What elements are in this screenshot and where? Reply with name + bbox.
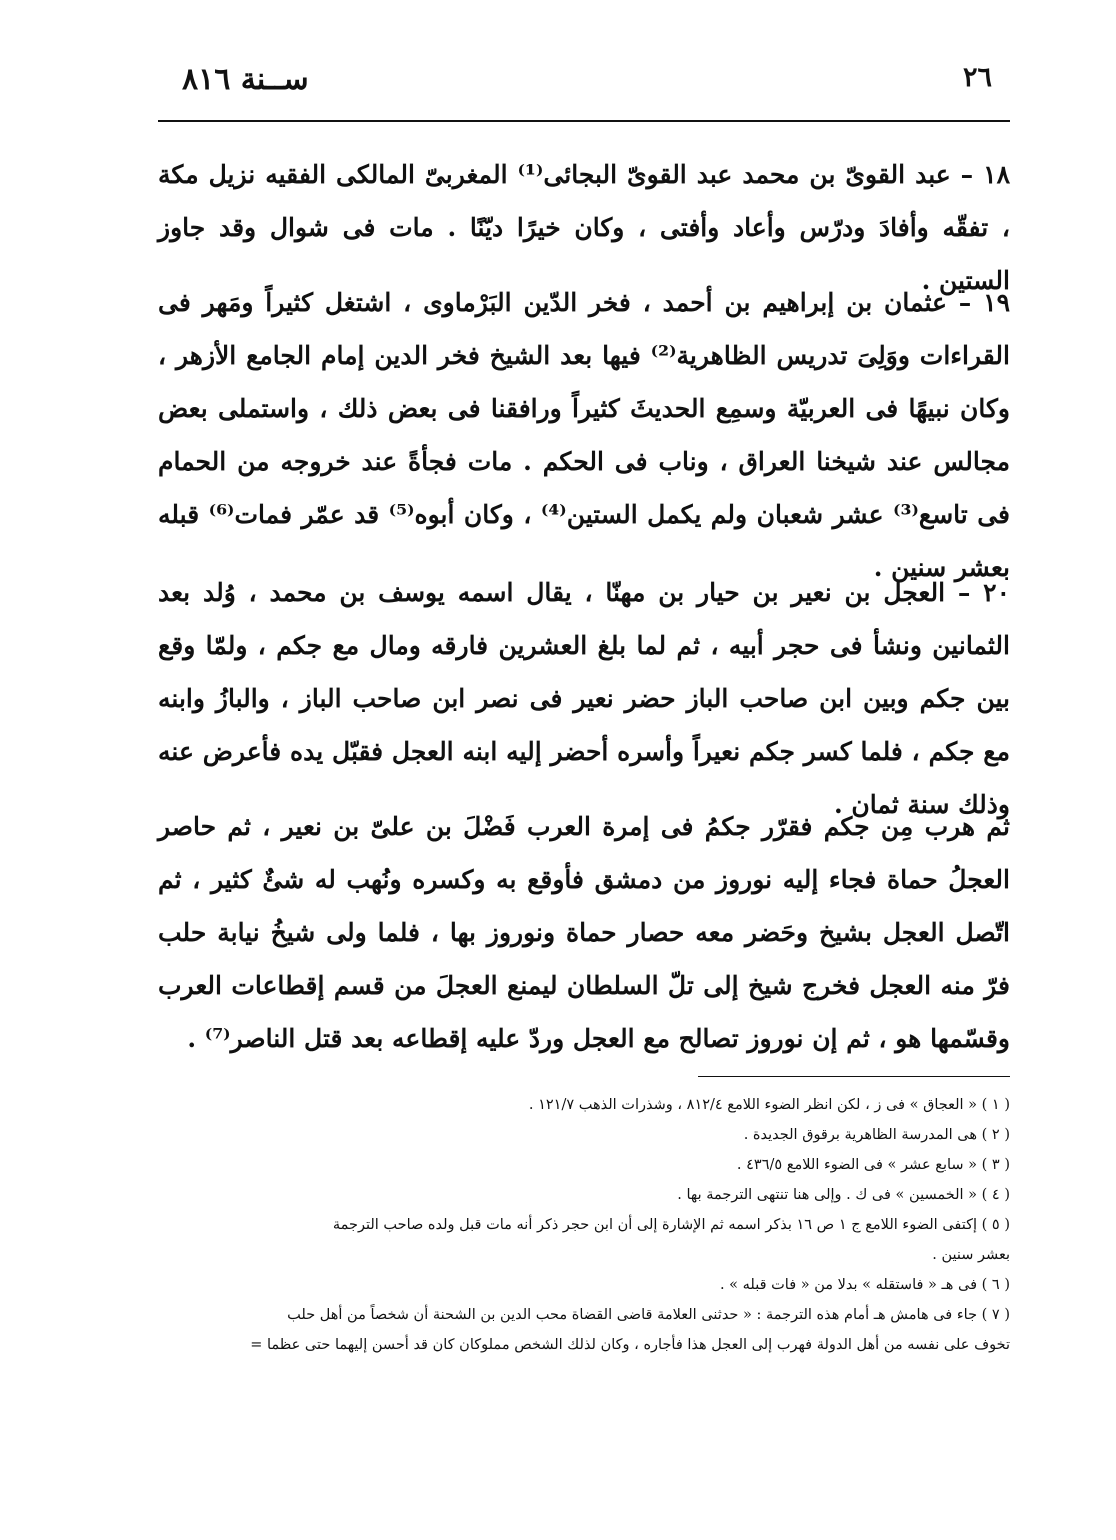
footnote-4: ( ٤ ) « الخمسين » فى ك . وإلى هنا تنتهى الترجمة بها .: [677, 1187, 1010, 1203]
biography-entry-20: [158, 566, 1010, 831]
entry-text: ثم هرب مِن جكم فقرّر جكمُ فى إمرة العرب فَضْلَ بن علىّ بن نعير ، ثم حاصر العجلُ حماة فجاء إليه نوروز من دمشق فأوقع به وكسره ونُهب له شئٌ كثير ، ثم اتّصل العجل بشيخ وحَضر معه حصار حماة ونوروز بها ، فلما ولى شيخُ نيابة حلب فرّ منه العجل فخرج شيخ إلى تلّ السلطان ليمنع العجلَ من قسم إقطاعات العرب وقسّمها هو ، ثم إن نوروز تصالح مع العجل وردّ عليه إقطاعه بعد قتل الناصر⁽⁷⁾ .: [158, 812, 1010, 1053]
footnote-rule: [698, 1076, 1010, 1077]
footnotes: [158, 1090, 1010, 1360]
footnote-7-continued: تخوف على نفسه من أهل الدولة فهرب إلى العجل هذا فأجاره ، وكان لذلك الشخص مملوكان كان قد أحسن إليهما حتى عظما =: [250, 1337, 1010, 1353]
footnote-7: ( ٧ ) جاء فى هامش هـ أمام هذه الترجمة : « حدثنى العلامة قاضى القضاة محب الدين بن الشحنة أن شخصاً من أهل حلب: [287, 1307, 1010, 1323]
year-heading: ســنة ٨١٦: [182, 62, 309, 97]
biography-entry-19: [158, 276, 1010, 594]
footnote-5: ( ٥ ) إكتفى الضوء اللامع ج ١ ص ١٦ بذكر اسمه ثم الإشارة إلى أن ابن حجر ذكر أنه مات قبل ولده صاحب الترجمة: [332, 1217, 1010, 1233]
footnote-5-continued: بعشر سنين .: [932, 1247, 1010, 1263]
entry-text: ١٨ – عبد القوىّ بن محمد عبد القوىّ البجائى⁽¹⁾ المغربىّ المالكى الفقيه نزيل مكة ، تفقّه وأفادَ ودرّس وأعاد وأفتى ، وكان خيرًا ديّنًا . مات فى شوال وقد جاوز الستين .: [158, 160, 1010, 295]
footnote-2: ( ٢ ) هى المدرسة الظاهرية برقوق الجديدة .: [743, 1127, 1010, 1143]
footnote-1: ( ١ ) « العجاق » فى ز ، لكن انظر الضوء اللامع ٨١٢/٤ ، وشذرات الذهب ١٢١/٧ .: [528, 1097, 1010, 1113]
page-number: ٢٦: [962, 62, 992, 93]
entry-text: ١٩ – عثمان بن إبراهيم بن أحمد ، فخر الدّين البَرْماوى ، اشتغل كثيراً ومَهر فى القراءات ووَلِىَ تدريس الظاهرية⁽²⁾ فيها بعد الشيخ فخر الدين إمام الجامع الأزهر ، وكان نبيهًا فى العربيّة وسمِع الحديثَ كثيراً ورافقنا فى بعض ذلك ، واستملى بعض مجالس عند شيخنا العراق ، وناب فى الحكم . مات فجأةً عند خروجه من الحمام فى تاسع⁽³⁾ عشر شعبان ولم يكمل الستين⁽⁴⁾ ، وكان أبوه⁽⁵⁾ قد عمّر فمات⁽⁶⁾ قبله بعشر سنين .: [158, 288, 1010, 582]
biography-entry-20-continued: [158, 800, 1010, 1065]
header-rule: [158, 120, 1010, 122]
footnote-6: ( ٦ ) فى هـ « فاستقله » بدلا من « فات قبله » .: [719, 1277, 1010, 1293]
page-header: [158, 62, 1010, 118]
footnote-3: ( ٣ ) « سابع عشر » فى الضوء اللامع ٤٣٦/٥ .: [736, 1157, 1010, 1173]
entry-text: ٢٠ – العجل بن نعير بن حيار بن مهنّا ، يقال اسمه يوسف بن محمد ، وُلد بعد الثمانين ونشأ فى حجر أبيه ، ثم لما بلغ العشرين فارقه ومال مع جكم ، ولمّا وقع بين جكم وبين ابن صاحب الباز حضر نعير فى نصر ابن صاحب الباز ، والبازُ وابنه مع جكم ، فلما كسر جكم نعيراً وأسره أحضر إليه ابنه العجل فقبّل يده فأعرض عنه وذلك سنة ثمان .: [158, 578, 1010, 819]
